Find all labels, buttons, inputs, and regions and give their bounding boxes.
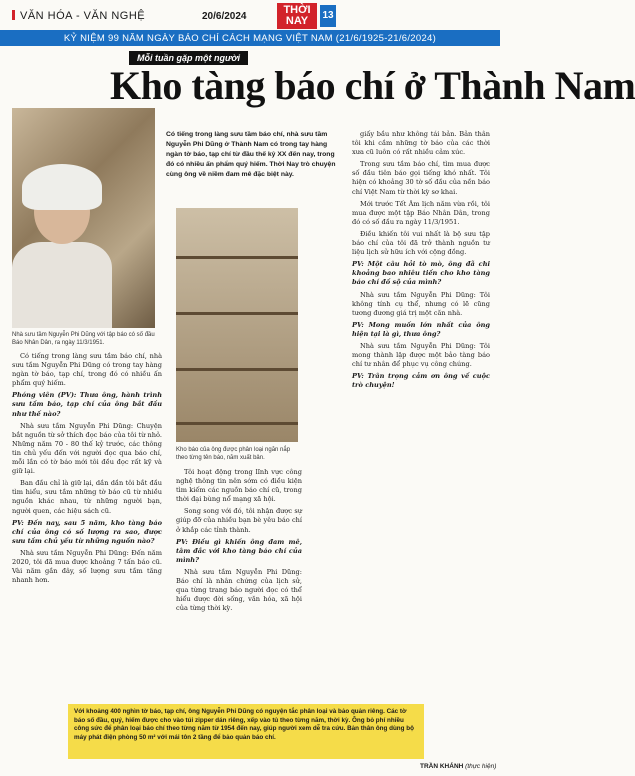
byline xyxy=(420,763,496,770)
col3-para-2: Trong sưu tầm báo chí, tìm mua được số đầu tiên báo gọi tiếng khó nhất. Tôi hiện có khoảng 30 tờ số đầu của nền báo chí Việt Nam từ thời kỳ sơ khai. xyxy=(352,160,490,196)
column-kicker: Mỗi tuần gặp một người xyxy=(129,51,248,65)
photo-caption-2: Kho báo của ông được phân loại ngăn nắp theo từng tên báo, năm xuất bản. xyxy=(176,447,291,461)
col1-question-1: Phóng viên (PV): Thưa ông, hành trình sưu tầm báo, tạp chí của ông bắt đầu như thế nào? xyxy=(12,391,162,418)
col3-para-6: Nhà sưu tầm Nguyễn Phi Dũng: Tôi mong thành lập được một bảo tàng báo chí tư nhân để phục vụ công chúng. xyxy=(352,341,490,369)
column-2 xyxy=(176,468,302,698)
col3-closing: PV: Trân trọng cảm ơn ông về cuộc trò chuyện! xyxy=(352,372,490,390)
publication-logo: THỜI NAY xyxy=(277,3,317,29)
portrait-photo xyxy=(12,108,155,328)
author-name: TRẦN KHÁNH xyxy=(420,763,464,770)
archive-photo xyxy=(176,208,298,442)
shelf xyxy=(176,256,298,259)
col1-para-3: Ban đầu chỉ là giữ lại, dần dần tôi bắt đầu tìm hiểu, sưu tầm những tờ báo cũ từ nhiều nguồn khác nhau, từ những người bạn, người quen, các hiệu sách cũ. xyxy=(12,479,162,515)
shelf xyxy=(176,312,298,315)
author-note: (thực hiện) xyxy=(465,763,497,770)
section-text: VĂN HÓA - VĂN NGHỆ xyxy=(20,10,146,22)
column-1 xyxy=(12,352,162,697)
headline: Kho tàng báo chí ở Thành Nam xyxy=(110,63,635,108)
section-bar xyxy=(12,10,15,20)
shelf xyxy=(176,368,298,371)
col3-para-1: giấy bầu như không tái bản. Bản thân tôi khi cầm những tờ báo của các thời xưa cũ luôn có rất nhiều cảm xúc. xyxy=(352,130,490,157)
lead-paragraph: Có tiếng trong làng sưu tầm báo chí, nhà sưu tầm Nguyễn Phi Dũng ở Thành Nam có trong tay hàng ngàn tờ báo, tạp chí từ đầu thế kỷ XX đến nay, trong đó có nhiều ấn phẩm quý hiếm. Thời Nay trò chuyện cùng ông về niềm đam mê đặc biệt này. xyxy=(166,131,336,178)
anniversary-banner: KỶ NIỆM 99 NĂM NGÀY BÁO CHÍ CÁCH MẠNG VIỆT NAM (21/6/1925-21/6/2024) xyxy=(0,32,500,46)
col3-para-5: Nhà sưu tầm Nguyễn Phi Dũng: Tôi không tính cụ thể, nhưng có lẽ cũng tương đương giá trị một căn nhà. xyxy=(352,290,490,317)
page-number: 13 xyxy=(320,5,336,27)
col3-para-3: Mới trước Tết Âm lịch năm vừa rồi, tôi mua được một tập Báo Nhân Dân, trong đó có số đầu ra ngày 11/3/1951. xyxy=(352,199,490,226)
photo-caption-1: Nhà sưu tầm Nguyễn Phi Dũng với tập báo có số đầu Báo Nhân Dân, ra ngày 11/3/1951. xyxy=(12,332,155,346)
column-3 xyxy=(352,130,490,698)
shelf xyxy=(176,422,298,425)
col2-para-1: Tôi hoạt động trong lĩnh vực công nghệ thông tin nên sớm có điều kiện tìm kiếm các nguồn báo chí cũ, trong thời đại bùng nổ mạng xã hội. xyxy=(176,468,302,504)
col1-para-4: Nhà sưu tầm Nguyễn Phi Dũng: Đến năm 2020, tôi đã mua được khoảng 7 tấn báo cũ. Vài năm gần đây, số lượng sưu tầm tăng nhanh hơn. xyxy=(12,548,162,585)
info-box: Với khoảng 400 nghìn tờ báo, tạp chí, ông Nguyễn Phi Dũng có nguyện tắc phân loại và bảo quản riêng. Các tờ báo số đầu, quý, hiếm được cho vào túi zipper dán riêng, xếp vào tủ theo từng năm, thời kỳ. Ông bỏ phí nhiều công sức để phân loại báo chí theo từng năm từ 1954 đến nay, giúp người xem dễ tra cứu. Bản thân ông dùng bộ máy phát điện phòng 50 m² với mái tôn 2 tầng để bảo quản báo chí. xyxy=(68,704,424,759)
col2-question-1: PV: Điều gì khiến ông đam mê, tâm đắc với kho tàng báo chí của mình? xyxy=(176,537,302,564)
col3-question-1: PV: Một câu hỏi tò mò, ông đã chi khoảng bao nhiêu tiền cho kho tàng báo chí đồ sộ của mình? xyxy=(352,260,490,287)
col2-para-3: Nhà sưu tầm Nguyễn Phi Dũng: Báo chí là nhân chứng của lịch sử, qua từng trang báo người đọc có thể hiểu được đời sống, văn hóa, xã hội của từng thời kỳ. xyxy=(176,567,302,613)
col1-para-2: Nhà sưu tầm Nguyễn Phi Dũng: Chuyện bắt nguồn từ sở thích đọc báo của tôi từ nhỏ. Những năm 70 - 80 thế kỷ trước, các thông tin chủ yếu đến với người đọc qua báo chí, mỗi lần có tờ báo mới tôi đều đọc rất kỹ và giữ lại. xyxy=(12,421,163,476)
issue-date: 20/6/2024 xyxy=(202,11,247,22)
col3-question-2: PV: Mong muốn lớn nhất của ông hiện tại là gì, thưa ông? xyxy=(352,320,490,338)
col3-para-4: Điều khiến tôi vui nhất là bộ sưu tập báo chí của tôi đã trở thành nguồn tư liệu lịch sử hữu ích với cộng đồng. xyxy=(352,229,490,257)
col1-para-1: Có tiếng trong làng sưu tầm báo chí, nhà sưu tầm Nguyễn Phi Dũng có trong tay hàng ngàn tờ báo, tạp chí, trong đó có nhiều ấn phẩm quý hiếm. xyxy=(12,352,162,388)
col1-question-2: PV: Đến nay, sau 5 năm, kho tàng báo chí của ông có số lượng ra sao, được sưu tầm chủ yếu từ những nguồn nào? xyxy=(12,518,162,545)
photo-hair xyxy=(22,164,102,210)
section-label xyxy=(12,10,145,22)
photo-shirt xyxy=(12,242,112,328)
col2-para-2: Song song với đó, tôi nhận được sự giúp đỡ của nhiều bạn bè yêu báo chí ở khắp các tỉnh thành. xyxy=(176,507,302,534)
